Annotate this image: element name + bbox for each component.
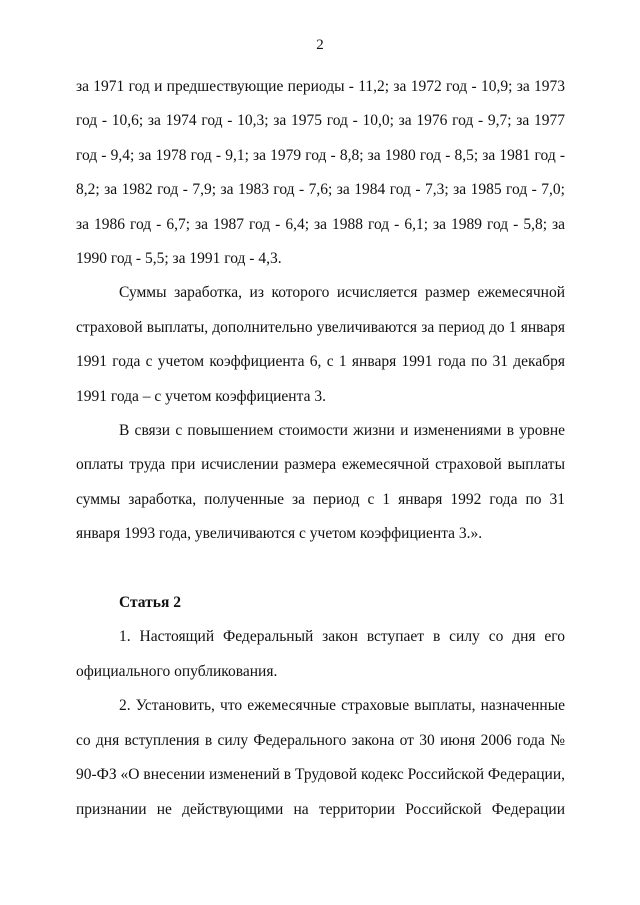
paragraph-article-item-1: 1. Настоящий Федеральный закон вступает в силу со дня его официального опубликования.: [76, 628, 565, 680]
paragraph-article-item-2: 2. Установить, что ежемесячные страховые выплаты, назначенные со дня вступления в силу Федерального закона от 30 июня 2006 года № 90-ФЗ «О внесении изменений в Трудовой кодекс Российской Федерации, признании не действующими на территории Российской Федерации: [76, 697, 565, 818]
document-body: [76, 70, 565, 827]
article-heading: Статья 2: [119, 594, 181, 612]
paragraph-coefficients-by-year: за 1971 год и предшествующие периоды - 11,2; за 1972 год - 10,9; за 1973 год - 10,6; за 1974 год - 10,3; за 1975 год - 10,0; за 1976 год - 9,7; за 1977 год - 9,4; за 1978 год - 9,1; за 1979 год - 8,8; за 1980 год - 8,5; за 1981 год - 8,2; за 1982 год - 7,9; за 1983 год - 7,6; за 1984 год - 7,3; за 1985 год - 7,0; за 1986 год - 6,7; за 1987 год - 6,4; за 1988 год - 6,1; за 1989 год - 5,8; за 1990 год - 5,5; за 1991 год - 4,3.: [76, 78, 565, 268]
page-number: 2: [316, 37, 324, 53]
paragraph-cost-of-living: В связи с повышением стоимости жизни и изменениями в уровне оплаты труда при исчислении размера ежемесячной страховой выплаты суммы заработка, полученные за период с 1 января 1992 года по 31 января 1993 года, увеличиваются с учетом коэффициента 3.».: [76, 422, 565, 543]
paragraph-earnings-increase: Суммы заработка, из которого исчисляется размер ежемесячной страховой выплаты, дополнительно увеличиваются за период до 1 января 1991 года с учетом коэффициента 6, с 1 января 1991 года по 31 декабря 1991 года – с учетом коэффициента 3.: [76, 284, 565, 405]
